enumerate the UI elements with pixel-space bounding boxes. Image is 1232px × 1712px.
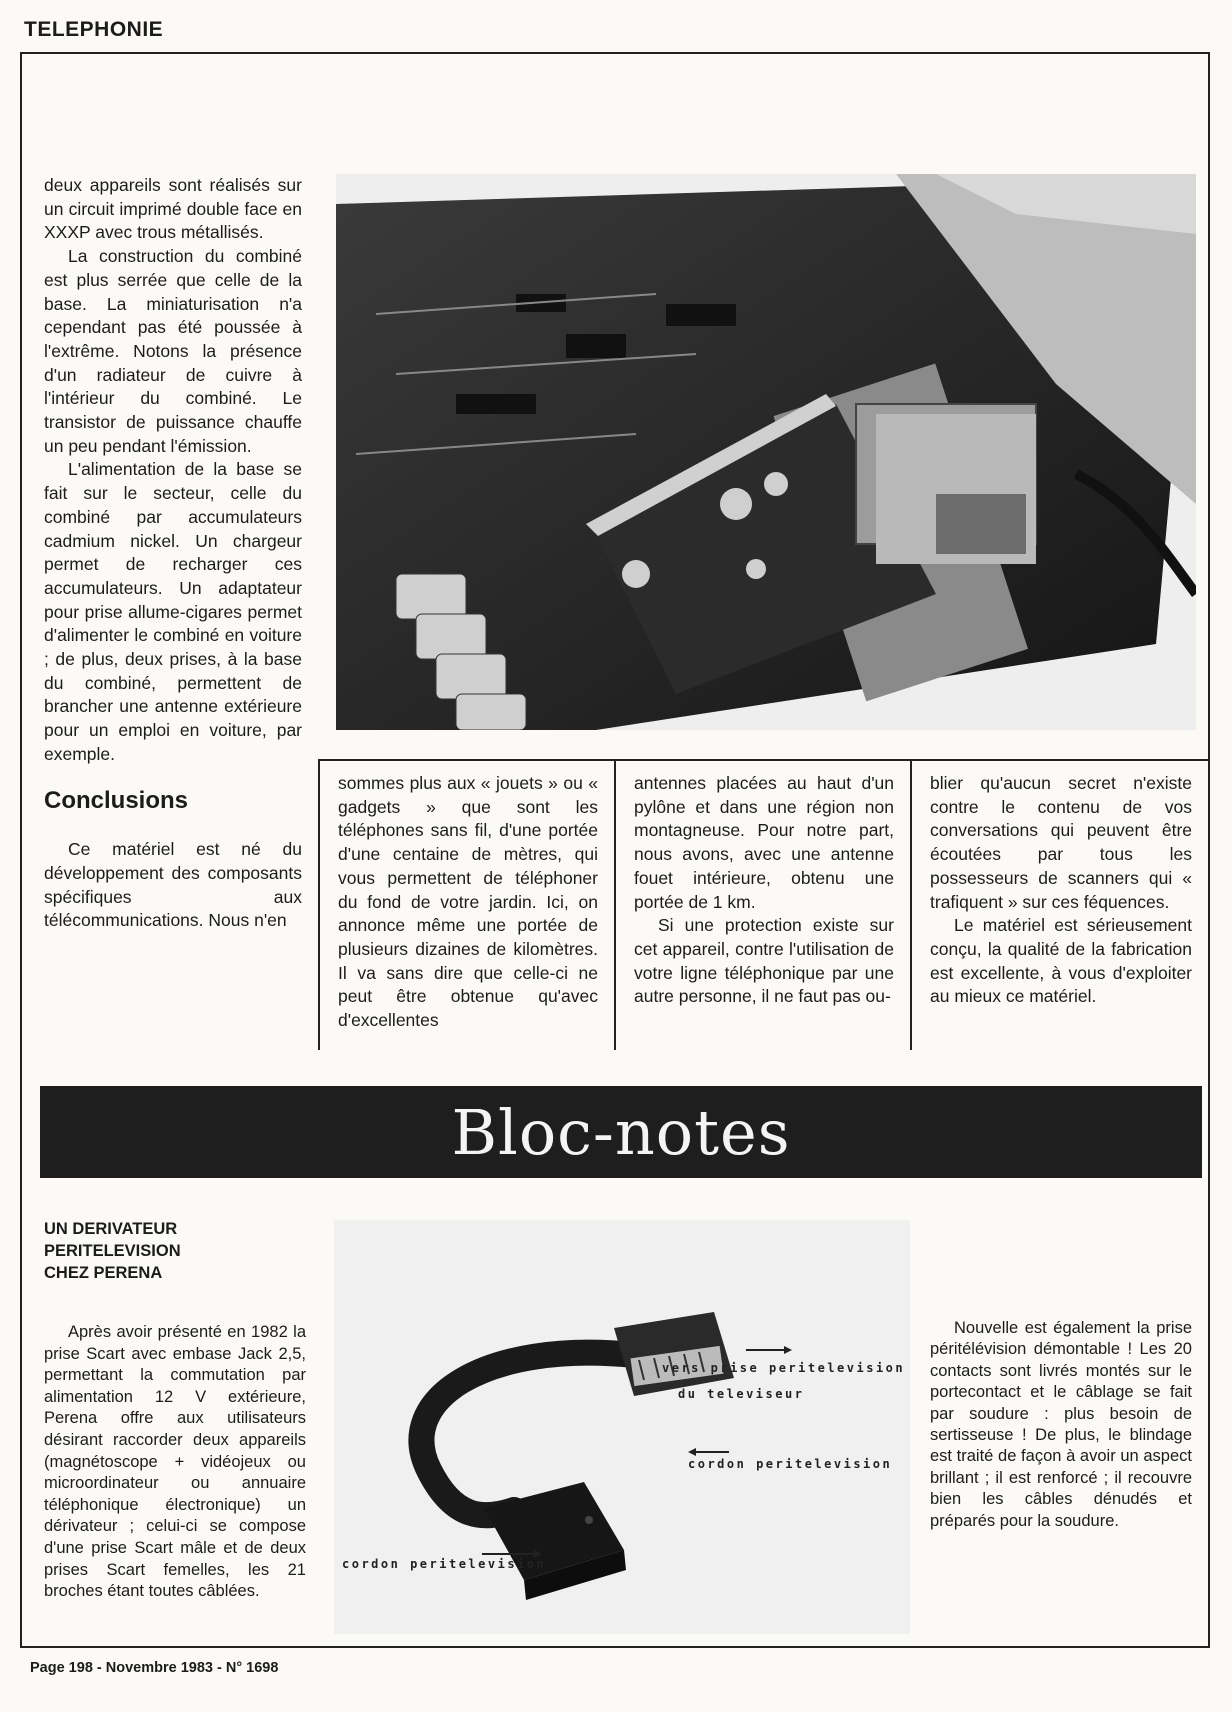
caption-cable-right: cordon peritelevision xyxy=(688,1457,893,1471)
paragraph: Nouvelle est également la prise péritélévision démontable ! Les 20 contacts sont livrés montés sur le portecontact et le câblage se fait par soudure : plus besoin de sertisseuse ! De plus, le blindage est traité de façon à avoir un aspect brillant ; il est renforcé ; il recouvre bien les câbles dénudés et préparés pour la soudure. xyxy=(930,1319,1192,1530)
caption-to-tv-socket: vers prise peritelevision xyxy=(662,1361,906,1375)
title-line: UN DERIVATEUR xyxy=(44,1220,178,1238)
caption-to-tv: du televiseur xyxy=(678,1387,805,1401)
banner-title: Bloc-notes xyxy=(451,1095,791,1169)
paragraph: deux appareils sont réalisés sur un circuit imprimé double face en XXXP avec trous métallisés. xyxy=(44,175,302,243)
article-column-2 xyxy=(338,772,598,1033)
column-divider xyxy=(910,759,912,1050)
column-divider xyxy=(318,759,320,1050)
circuit-board-photo xyxy=(336,174,1196,730)
paragraph: Après avoir présenté en 1982 la prise Scart avec embase Jack 2,5, permettant la commutation par alimentation 12 V extérieure, Perena offre aux utilisateurs désirant raccorder deux appareils (magnétoscope + vidéojeux ou microordinateur ou annuaire téléphonique électronique) un dérivateur ; celui-ci se compose d'une prise Scart mâle et de deux prises Scart femelles, les 21 broches étant toutes câblées. xyxy=(44,1323,306,1601)
paragraph: La construction du combiné est plus serrée que celle de la base. La miniaturisation n'a cependant pas été poussée à l'extrême. Notons la présence d'un radiateur de cuivre à l'intérieur du combiné. Le transistor de puissance chauffe un peu pendant l'émission. xyxy=(44,246,302,456)
column-divider xyxy=(614,759,616,1050)
caption-cable-left: cordon peritelevision xyxy=(342,1557,547,1571)
paragraph: Si une protection existe sur cet appareil, contre l'utilisation de votre ligne téléphonique par une autre personne, il ne faut pas ou- xyxy=(634,915,894,1007)
bloc-notes-left-text xyxy=(44,1322,306,1603)
bloc-notes-banner xyxy=(40,1086,1202,1178)
paragraph: sommes plus aux « jouets » ou « gadgets » que sont les téléphones sans fil, d'une portée d'une centaine de mètres, qui vous permettent de téléphoner du fond de votre jardin. Ici, on annonce même une portée de plusieurs dizaines de kilomètres. Il va sans dire que celle-ci ne peut être obtenue qu'avec d'excellentes xyxy=(338,773,598,1031)
paragraph: Le matériel est sérieusement conçu, la qualité de la fabrication est excellente, à vous d'exploiter au mieux ce matériel. xyxy=(930,915,1192,1007)
bloc-notes-right-text xyxy=(930,1318,1192,1532)
page-footer: Page 198 - Novembre 1983 - N° 1698 xyxy=(30,1660,279,1676)
paragraph: Ce matériel est né du développement des composants spécifiques aux télécommunications. Nous n'en xyxy=(44,839,302,931)
article-column-3 xyxy=(634,772,894,1009)
article-column-4 xyxy=(930,772,1192,1009)
bloc-notes-item-title xyxy=(44,1218,181,1284)
title-line: CHEZ PERENA xyxy=(44,1264,163,1282)
section-tag: TELEPHONIE xyxy=(24,18,164,41)
article-column-1 xyxy=(44,174,302,933)
column-separator-line xyxy=(318,759,1210,761)
paragraph: L'alimentation de la base se fait sur le secteur, celle du combiné par accumulateurs cadmium nickel. Un chargeur permet de recharger ces accumulateurs. Un adaptateur pour prise allume-cigares permet d'alimenter le combiné en voiture ; de plus, deux prises, à la base du combiné, permettent de brancher une antenne extérieure pour un emploi en voiture, par exemple. xyxy=(44,459,302,764)
conclusions-heading: Conclusions xyxy=(44,786,189,814)
scart-adapter-photo xyxy=(334,1220,910,1634)
paragraph: antennes placées au haut d'un pylône et dans une région non montagneuse. Pour notre part, nous avons, avec une antenne fouet intérieure, obtenu une portée de 1 km. xyxy=(634,773,894,912)
title-line: PERITELEVISION xyxy=(44,1242,181,1260)
paragraph: blier qu'aucun secret n'existe contre le contenu de vos conversations qui peuvent être écoutées par tous les possesseurs de scanners qui « trafiquent » sur ces féquences. xyxy=(930,773,1192,912)
